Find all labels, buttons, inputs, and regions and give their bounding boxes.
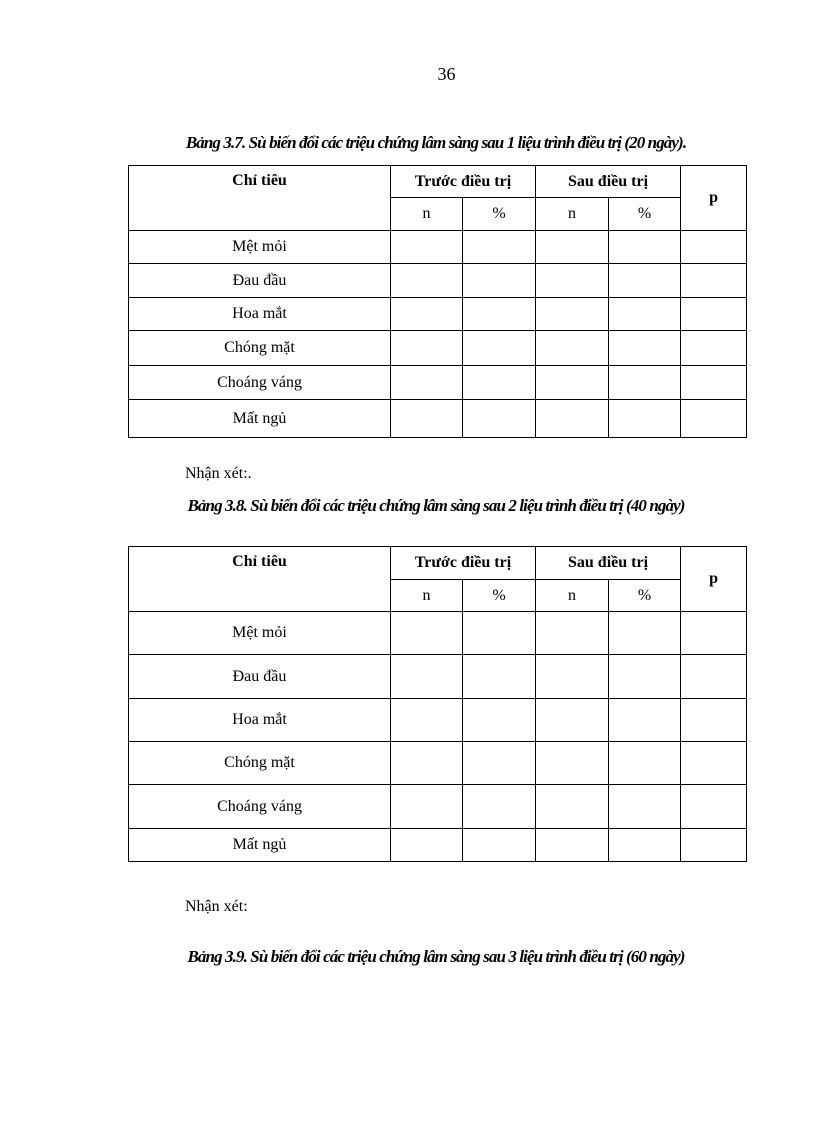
row-label: Đau đầu	[129, 655, 391, 699]
empty-cell	[536, 331, 609, 366]
empty-cell	[463, 742, 536, 785]
table-row	[129, 264, 747, 298]
empty-cell	[391, 655, 463, 699]
header-p: p	[681, 547, 747, 612]
header-percent: %	[463, 580, 536, 612]
empty-cell	[609, 366, 681, 400]
empty-cell	[391, 785, 463, 829]
header-percent: %	[609, 198, 681, 231]
empty-cell	[391, 298, 463, 331]
empty-cell	[609, 742, 681, 785]
empty-cell	[391, 829, 463, 862]
row-label: Chóng mặt	[129, 742, 391, 785]
empty-cell	[391, 612, 463, 655]
remark-3-8: Nhận xét:	[185, 898, 248, 915]
empty-cell	[463, 231, 536, 264]
empty-cell	[681, 366, 747, 400]
empty-cell	[536, 298, 609, 331]
empty-cell	[391, 331, 463, 366]
table-3-7	[128, 165, 747, 438]
empty-cell	[609, 264, 681, 298]
empty-cell	[536, 264, 609, 298]
empty-cell	[463, 298, 536, 331]
table-row	[129, 829, 747, 862]
table-row	[129, 298, 747, 331]
empty-cell	[536, 655, 609, 699]
header-truoc-dieu-tri: Trước điều trị	[391, 547, 536, 580]
empty-cell	[681, 612, 747, 655]
table-row	[129, 400, 747, 438]
table-3-8	[128, 546, 747, 862]
header-chi-tieu: Chỉ tiêu	[129, 166, 391, 231]
empty-cell	[609, 400, 681, 438]
empty-cell	[391, 699, 463, 742]
empty-cell	[681, 231, 747, 264]
table-row	[129, 655, 747, 699]
empty-cell	[391, 400, 463, 438]
empty-cell	[609, 612, 681, 655]
table-row	[129, 231, 747, 264]
row-label: Mệt mỏi	[129, 231, 391, 264]
empty-cell	[463, 331, 536, 366]
page-number: 36	[437, 64, 456, 84]
header-truoc-dieu-tri: Trước điều trị	[391, 166, 536, 198]
empty-cell	[391, 264, 463, 298]
empty-cell	[536, 699, 609, 742]
row-label: Hoa mắt	[129, 699, 391, 742]
empty-cell	[536, 612, 609, 655]
empty-cell	[536, 231, 609, 264]
empty-cell	[536, 829, 609, 862]
row-label: Mất ngủ	[129, 829, 391, 862]
header-n: n	[391, 198, 463, 231]
empty-cell	[463, 699, 536, 742]
empty-cell	[609, 829, 681, 862]
header-sau-dieu-tri: Sau điều trị	[536, 166, 681, 198]
empty-cell	[609, 231, 681, 264]
row-label: Choáng váng	[129, 366, 391, 400]
empty-cell	[463, 612, 536, 655]
table-row	[129, 785, 747, 829]
empty-cell	[463, 785, 536, 829]
empty-cell	[681, 655, 747, 699]
empty-cell	[681, 264, 747, 298]
row-label: Đau đầu	[129, 264, 391, 298]
table-row	[129, 612, 747, 655]
remark-3-7: Nhận xét:.	[185, 465, 252, 482]
empty-cell	[463, 400, 536, 438]
header-n: n	[536, 198, 609, 231]
row-label: Chóng mặt	[129, 331, 391, 366]
empty-cell	[681, 400, 747, 438]
empty-cell	[463, 264, 536, 298]
empty-cell	[536, 366, 609, 400]
empty-cell	[609, 699, 681, 742]
empty-cell	[536, 400, 609, 438]
empty-cell	[681, 699, 747, 742]
table-row	[129, 699, 747, 742]
empty-cell	[391, 742, 463, 785]
table-row	[129, 366, 747, 400]
header-percent: %	[463, 198, 536, 231]
header-n: n	[536, 580, 609, 612]
table-caption-3-7: Bảng 3.7. Sù biến đổi các triệu chứng lâm sàng sau 1 liệu trình điều trị (20 ngày).	[185, 133, 687, 152]
empty-cell	[681, 829, 747, 862]
table-row	[129, 331, 747, 366]
row-label: Mệt mỏi	[129, 612, 391, 655]
header-n: n	[391, 580, 463, 612]
table-caption-3-8: Bảng 3.8. Sù biến đổi các triệu chứng lâm sàng sau 2 liệu trình điều trị (40 ngày)	[187, 496, 685, 515]
row-label: Hoa mắt	[129, 298, 391, 331]
empty-cell	[391, 231, 463, 264]
empty-cell	[536, 742, 609, 785]
header-p: p	[681, 166, 747, 231]
table-row	[129, 742, 747, 785]
empty-cell	[391, 366, 463, 400]
empty-cell	[681, 298, 747, 331]
header-sau-dieu-tri: Sau điều trị	[536, 547, 681, 580]
header-percent: %	[609, 580, 681, 612]
empty-cell	[463, 366, 536, 400]
row-label: Mất ngủ	[129, 400, 391, 438]
empty-cell	[609, 331, 681, 366]
table-caption-3-9: Bảng 3.9. Sù biến đổi các triệu chứng lâm sàng sau 3 liệu trình điều trị (60 ngày)	[187, 947, 685, 966]
empty-cell	[463, 655, 536, 699]
empty-cell	[681, 742, 747, 785]
header-chi-tieu: Chỉ tiêu	[129, 547, 391, 612]
row-label: Choáng váng	[129, 785, 391, 829]
empty-cell	[536, 785, 609, 829]
empty-cell	[609, 655, 681, 699]
empty-cell	[681, 785, 747, 829]
empty-cell	[681, 331, 747, 366]
empty-cell	[609, 785, 681, 829]
empty-cell	[609, 298, 681, 331]
empty-cell	[463, 829, 536, 862]
